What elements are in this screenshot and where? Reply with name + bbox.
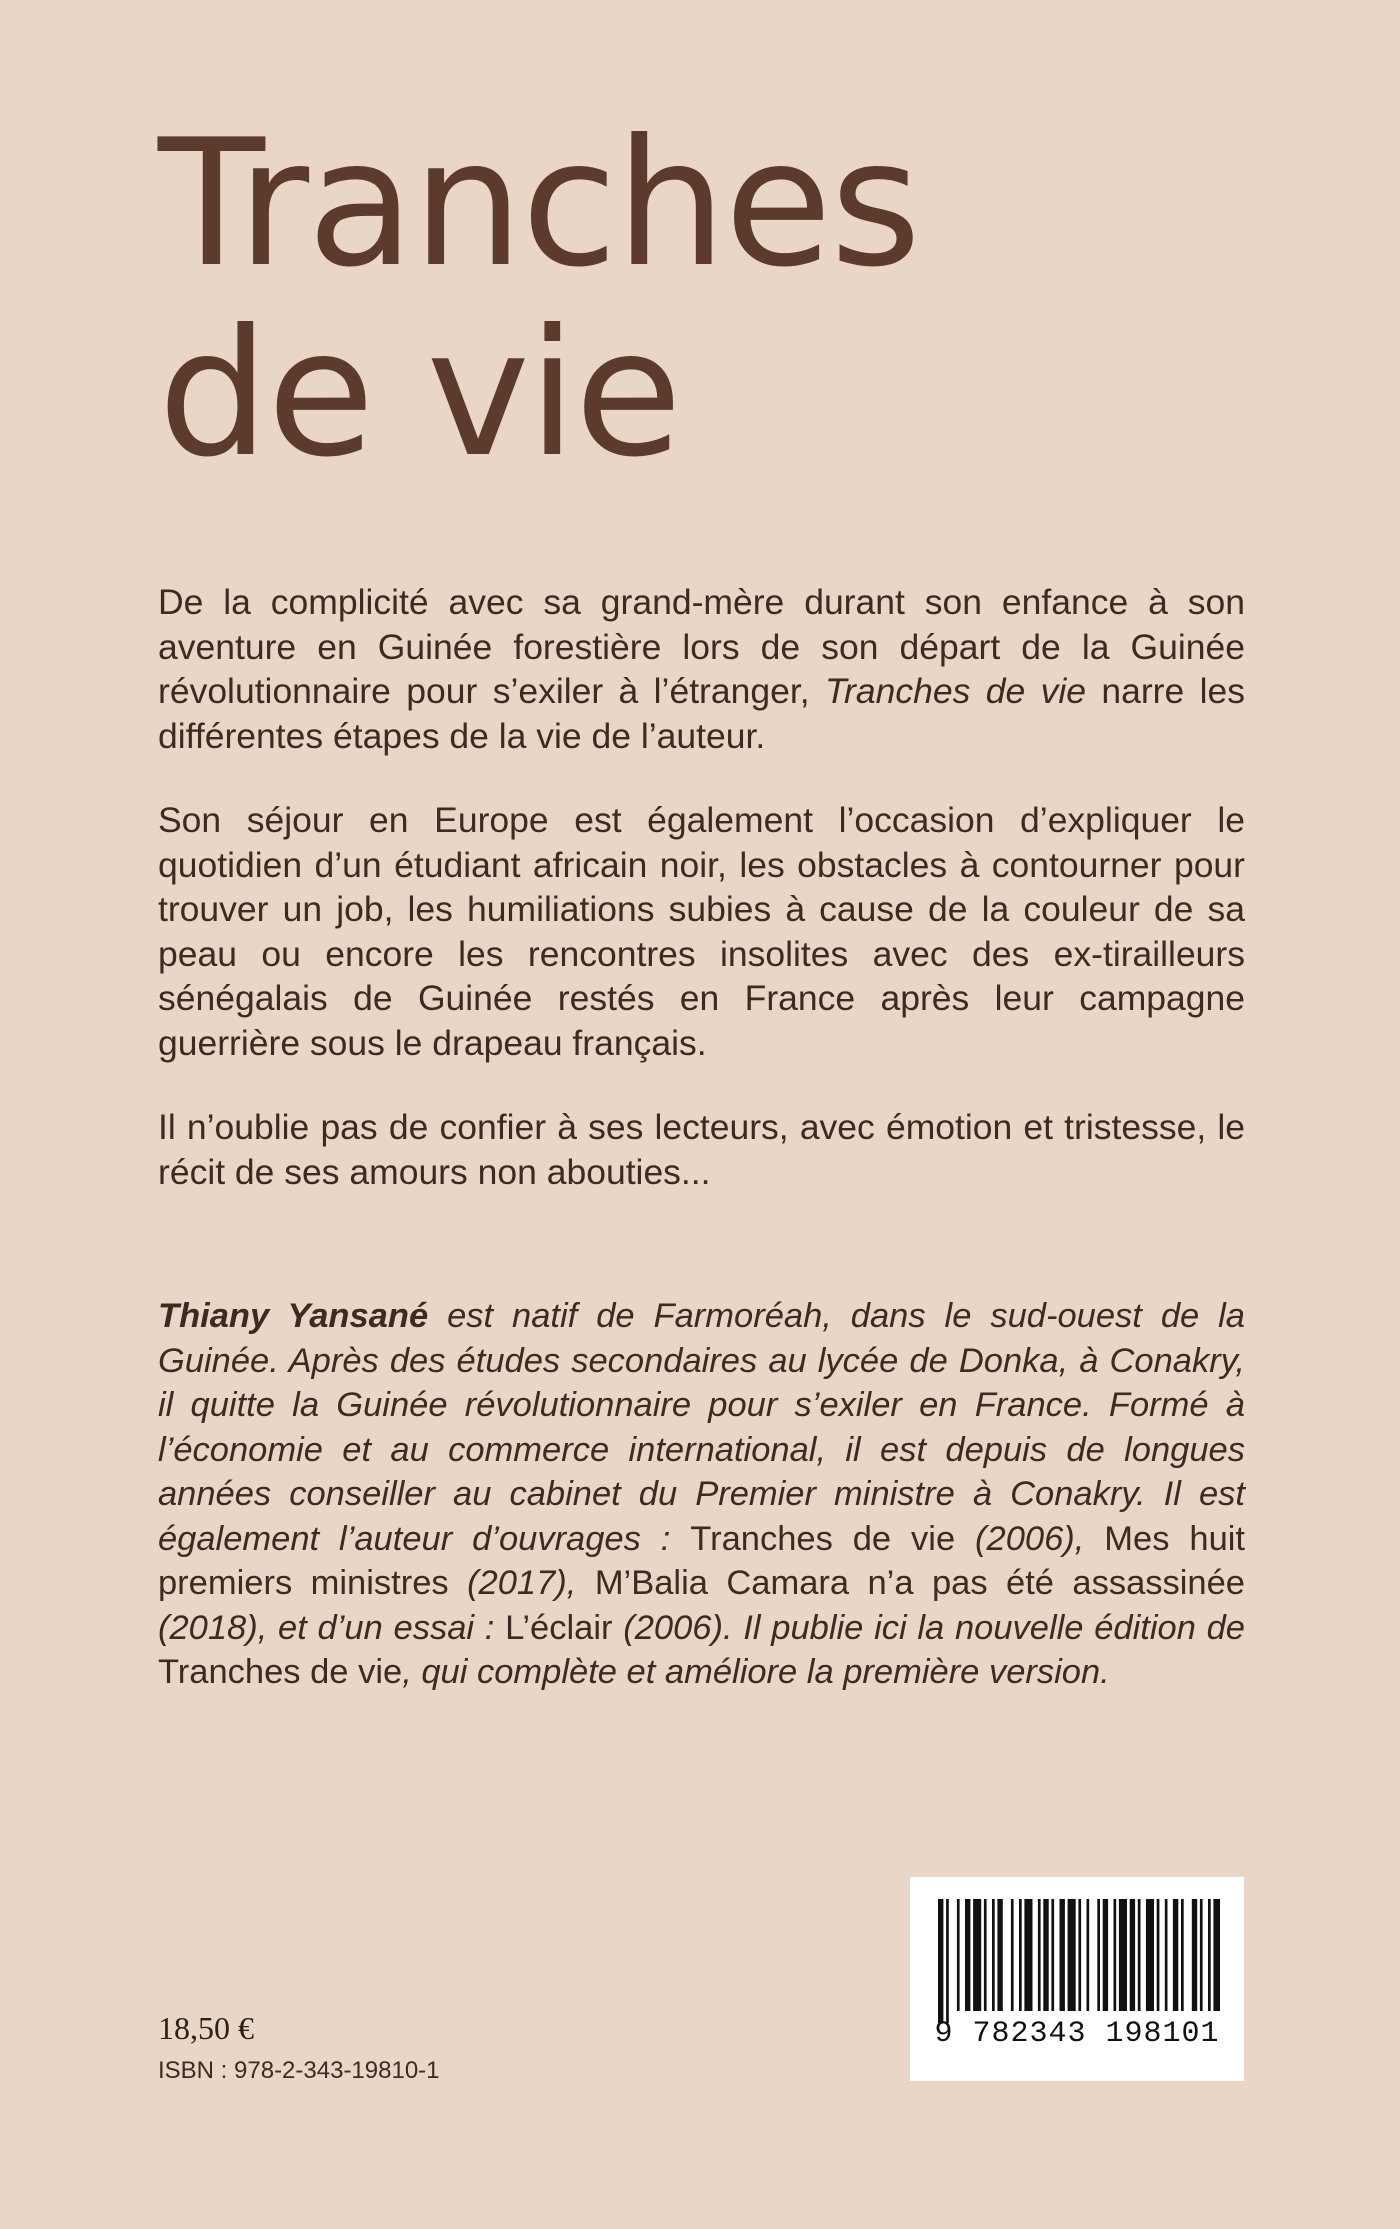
isbn: ISBN : 978-2-343-19810-1 (158, 2057, 440, 2084)
blurb-paragraph-2: Son séjour en Europe est également l’occasion d’expliquer le quotidien d’un étudiant africain noir, les obstacles à contourner pour trouver un job, les humiliations subies à cause de la couleur de sa peau ou encore les rencontres insolites avec des ex-tirailleurs sénégalais de Guinée restés en France après leur campagne guerrière sous le drapeau français. (158, 800, 1245, 1063)
barcode-bar (957, 1899, 960, 2011)
bio-book-2: Mes huit premiers ministres (158, 1519, 1246, 1602)
title-line-1: Tranches (158, 103, 920, 306)
barcode-bar (965, 1899, 970, 2011)
author-bio (158, 1294, 1245, 1695)
title-line-2: de vie (158, 293, 681, 496)
bio-text-1: est natif de Farmoréah, dans le sud-ouest de la Guinée. Après des études secondaires au lycée de Donka, à Conakry, il quitte la Guinée révolutionnaire pour s’exiler en France. Formé à l’économie et au commerce international, il est depuis de longues années conseiller au cabinet du Premier ministre à Conakry. Il est également l’auteur d’ouvrages : (158, 1297, 1245, 1558)
barcode-bar (938, 1899, 943, 2023)
barcode-bar (1038, 1899, 1041, 2011)
barcode-bar (1213, 1899, 1220, 2011)
barcode-bar (1068, 1899, 1076, 2011)
barcode-bar (946, 1899, 949, 2023)
bio-text-2: (2006), (955, 1519, 1105, 1558)
barcode-bar (1192, 1899, 1197, 2011)
barcode-bar (1165, 1899, 1168, 2011)
barcode-bar (1130, 1899, 1135, 2011)
price: 18,50 € (158, 2010, 254, 2046)
barcode-digits: 9 782343 198101 (934, 2017, 1220, 2051)
barcode-bar (1019, 1899, 1022, 2011)
barcode-bar (1173, 1899, 1178, 2011)
barcode (910, 1877, 1244, 2081)
bio-book-1: Tranches de vie (690, 1519, 956, 1558)
barcode-bar (1024, 1899, 1032, 2011)
bio-book-3: M’Balia Camara n’a pas été assassinée (594, 1564, 1245, 1602)
blurb-paragraph-3: Il n’oublie pas de confier à ses lecteurs, avec émotion et tristesse, le récit de ses amours non abouties... (158, 1107, 1245, 1192)
barcode-bar (1051, 1899, 1054, 2011)
bio-text-3: (2017), (448, 1564, 595, 1602)
barcode-bar (1103, 1899, 1108, 2011)
blurb-p1-text-a: De la complicité avec sa grand-mère durant son enfance à son aventure en Guinée forestière lors de son départ de la Guinée révolutionnaire pour s’exiler à l’étranger, (158, 582, 1245, 711)
bio-book-5: Tranches de vie (158, 1653, 403, 1691)
barcode-bar (992, 1899, 995, 2011)
barcode-bar (1138, 1899, 1141, 2011)
barcode-bar (1060, 1899, 1065, 2011)
barcode-bar (1200, 1899, 1203, 2011)
barcode-bar (1157, 1899, 1160, 2011)
barcode-bar (1043, 1899, 1048, 2011)
barcode-bar (973, 1899, 981, 2011)
bio-text-4: (2018), et d’un essai : (158, 1608, 506, 1647)
barcode-bar (1119, 1899, 1127, 2011)
barcode-bar (1114, 1899, 1117, 2011)
blurb-p1-text-b: narre les différentes étapes de la vie de l’auteur. (158, 671, 1245, 756)
barcode-bar (1011, 1899, 1014, 2011)
barcode-bar (984, 1899, 987, 2011)
blurb (158, 580, 1245, 1234)
barcode-bar (1097, 1899, 1100, 2011)
author-name: Thiany Yansané (158, 1297, 429, 1335)
barcode-bar (1078, 1899, 1081, 2011)
barcode-bar (1181, 1899, 1184, 2011)
blurb-p1-title: Tranches de vie (824, 671, 1086, 711)
bio-text-5: (2006). Il publie ici la nouvelle édition de (612, 1608, 1245, 1647)
barcode-bar (1208, 1899, 1211, 2011)
bio-book-4: L’éclair (505, 1608, 613, 1647)
barcode-bar (997, 1899, 1002, 2011)
barcode-bar (1087, 1899, 1090, 2011)
barcode-bar (1146, 1899, 1154, 2011)
blurb-paragraph-1 (158, 580, 1245, 758)
book-title (158, 103, 920, 496)
bio-text-6: , qui complète et améliore la première version. (402, 1653, 1110, 1691)
